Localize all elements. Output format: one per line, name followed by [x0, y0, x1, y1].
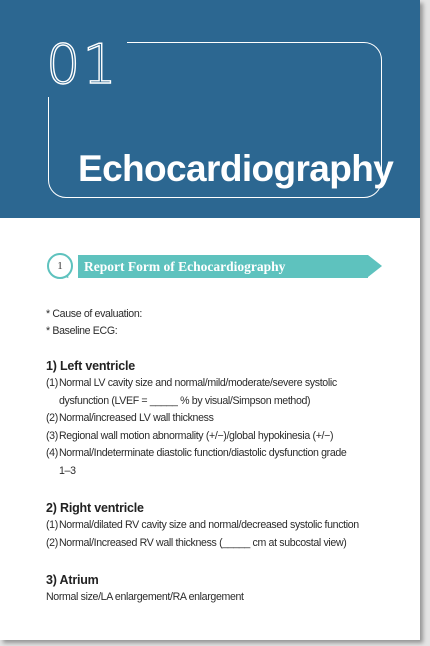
banner-arrow-icon: [368, 255, 382, 277]
left-ventricle-heading: 1) Left ventricle: [46, 359, 135, 373]
section-title: Report Form of Echocardiography: [84, 259, 286, 274]
item-text: Normal LV cavity size and normal/mild/moderate/severe systolic: [59, 377, 337, 389]
right-ventricle-heading: 2) Right ventricle: [46, 501, 144, 515]
item-number: (2): [46, 412, 58, 424]
chapter-number: [38, 33, 127, 97]
section-number: 1: [57, 260, 63, 272]
item-text-continued: 1–3: [59, 464, 76, 477]
chapter-header: [0, 0, 420, 218]
item-number: (1): [46, 519, 58, 531]
baseline-ecg: * Baseline ECG:: [46, 325, 118, 337]
list-item: [46, 517, 396, 535]
item-text: Normal/Indeterminate diastolic function/diastolic dysfunction grade: [59, 447, 347, 459]
list-item: [46, 535, 396, 553]
item-number: (2): [46, 536, 58, 549]
item-number: (4): [46, 447, 58, 459]
cause-of-evaluation: * Cause of evaluation:: [46, 308, 142, 320]
item-text-continued: dysfunction (LVEF = _____ % by visual/Simpson method): [59, 394, 311, 407]
item-text: Normal/dilated RV cavity size and normal/decreased systolic function: [59, 519, 359, 531]
item-text: Normal/Increased RV wall thickness (_____ cm at subcostal view): [59, 536, 347, 549]
atrium-heading: 3) Atrium: [46, 573, 99, 587]
chapter-number-text: 01: [46, 33, 119, 96]
list-item: [46, 428, 396, 446]
list-item: [46, 445, 396, 480]
list-item: [46, 410, 396, 428]
list-item: [46, 375, 396, 410]
section-heading: [44, 252, 389, 280]
item-text: Regional wall motion abnormality (+/−)/global hypokinesia (+/−): [59, 429, 334, 442]
report-form-body: [46, 306, 396, 606]
item-text: Normal/increased LV wall thickness: [59, 412, 214, 424]
item-number: (1): [46, 377, 58, 389]
item-number: (3): [46, 429, 58, 442]
chapter-title: Echocardiography: [78, 148, 394, 189]
atrium-text: Normal size/LA enlargement/RA enlargement: [46, 591, 244, 603]
